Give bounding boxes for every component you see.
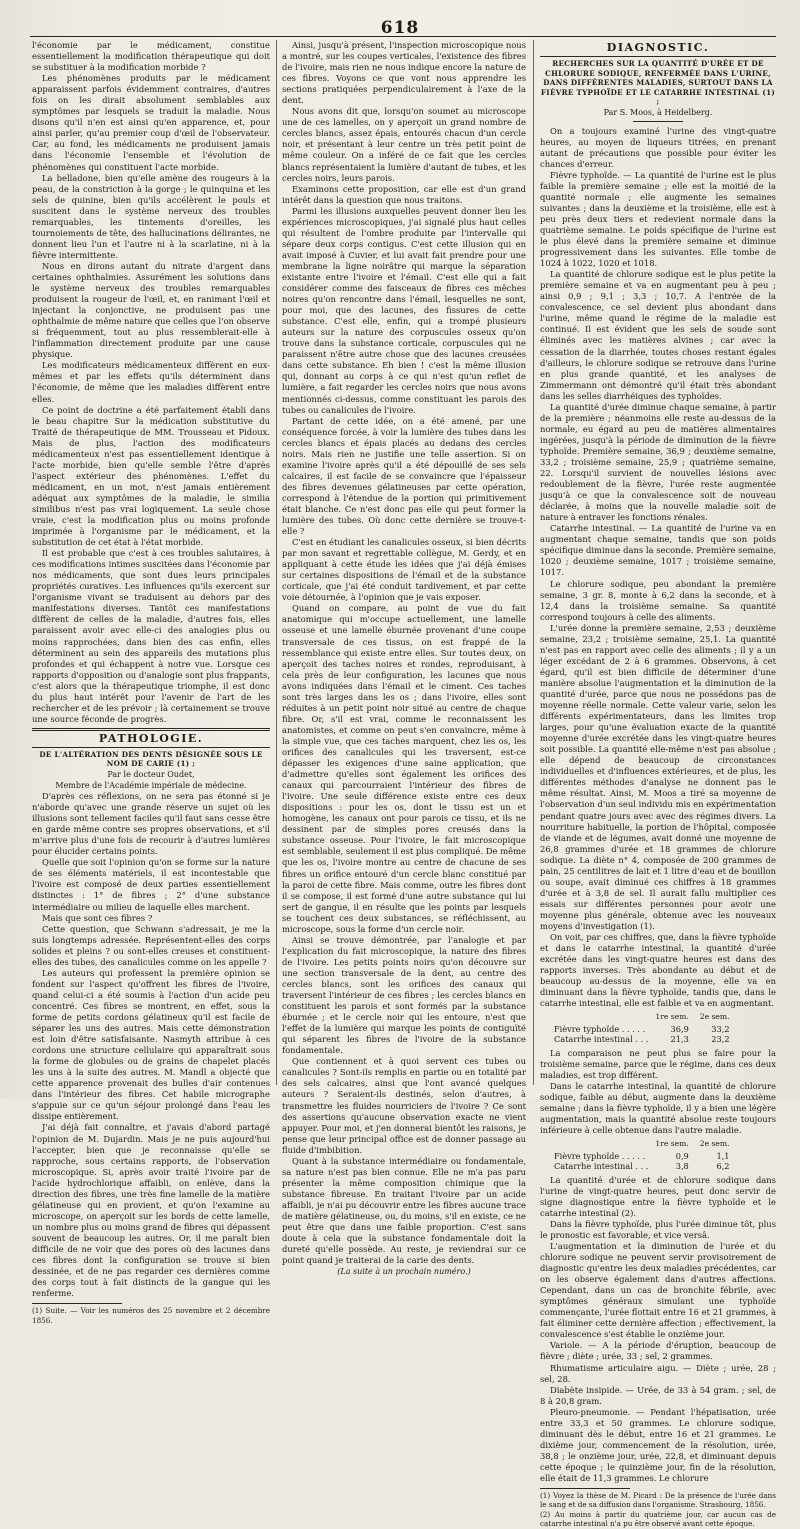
paragraph: Que contiennent et à quoi servent ces tubes ou canalicules ? Sont-ils remplis en partie ou en totalité par des sels calcaires, ainsi que l'ont avancé quelques auteurs ? Seraient-ils destinés, selon d'autres, à transmettre les fluides nourriciers de l'ivoire ? Ce sont des assertions qu'aucune observation exacte ne vient appuyer. Pour moi, et j'en donnerai bientôt les raisons, je pense que leur principal office est de donner passage au fluide d'imbibition. [282,1056,526,1155]
paragraph: Quant à la substance intermédiaire ou fondamentale, sa nature n'est pas bien connue. Elle ne m'a pas paru présenter la même composition chimique que la substance fibreuse. En traitant l'ivoire par un acide affaibli, je n'ai pu découvrir entre les fibres aucune trace de matière gélatineuse, ou, du moins, s'il en existe, ce ne peut être que dans une faible proportion. C'est sans doute à cela que la substance fondamentale doit la dureté qu'elle possède. Au reste, je reviendrai sur ce point quand je traiterai de la carie des dents. [282,1155,526,1266]
footnote: (2) Au moins à partir du quatrième jour, car aucun cas de catarrhe intestinal n'a pu être observé avant cette époque. [540,1509,776,1529]
paragraph: Mais que sont ces fibres ? [42,912,153,923]
byline: Par le docteur Oudet, [107,769,195,779]
table-header-row [554,1011,740,1024]
affiliation: Membre de l'Académie impériale de médecine. [55,781,247,790]
paragraph: D'après ces réflexions, on ne sera pas étonné si je n'aborde qu'avec une grande réserve un sujet où les illusions sont tellement faciles qu'il faut sans cesse être en garde même contre ses propres observations, et s'il m'arrive plus d'une fois de recourir à d'autres lumières pour élucider certains points. [32,791,270,857]
paragraph: Dans la fièvre typhoïde, plus l'urée diminue tôt, plus le pronostic est favorable, et vice versâ. [540,1218,776,1240]
paragraph: Nous avons dit que, lorsqu'on soumet au microscope une de ces lamelles, on y aperçoit un grand nombre de cercles blancs, assez épais, entourés chacun d'un cercle noir, et présentant à leur centre un très petit point de même couleur. On a inféré de ce fait que les cercles blancs représentaient la lumière d'autant de tubes, et les cercles noirs, leurs parois. [282,106,526,183]
paragraph: On voit, par ces chiffres, que, dans la fièvre typhoïde et dans le catarrhe intestinal, la quantité d'urée excrétée dans les vingt-quatre heures est dans des rapports inverses. Très abondante au début et de beaucoup au-dessus de la moyenne, elle va en diminuant dans la fièvre typhoïde, tandis que, dans le catarrhe intestinal, elle est faible et va en augmentant. [540,932,776,1009]
sodium-chloride-table [554,1138,740,1172]
paragraph: l'économie par le médicament, constitue essentiellement la modification thérapeutique qui doit se substituer à la modification morbide ? [32,40,270,73]
table-header: 1re sem. [655,1139,689,1149]
paragraph: Les auteurs qui professent la première opinion se fondent sur l'aspect qu'offrent les fibres de l'ivoire, quand celui-ci a été soumis à l'action d'un acide peu concentré. Ces fibres se montrent, en effet, sous la forme de petits cordons gélatineux qu'il est facile de séparer les uns des autres. Mais cette démonstration est loin d'être satisfaisante. Nasmyth attribue à ces cordons une structure cellulaire qui apparaîtrait sous la forme de globules ou de grains de chapelet placés les uns à la suite des autres. M. Mandl a objecté que cette apparence provenait des bulles d'air contenues dans l'intérieur des fibres. Cet habile micrographe s'appuie sur ce qu'un séjour prolongé dans l'eau les dissipe entièrement. [32,967,270,1122]
column-divider-right [533,40,534,1085]
left-column [32,40,270,1325]
paragraph: Dans le catarrhe intestinal, la quantité de chlorure sodique, faible au début, augmente dans la deuxième semaine ; dans la fièvre typhoïde, il y a bien une légère augmentation, mais la quantité absolue reste toujours inférieure à celle obtenue dans l'autre maladie. [540,1080,776,1136]
byline: Par S. Moos, à Heidelberg. [603,107,713,117]
paragraph: Il est probable que c'est à ces troubles salutaires, à ces modifications intimes suscitées dans l'économie par nos médicaments, que sont dues leurs principales propriétés curatives. Les influences qu'ils exercent sur l'organisme vivant se traduisent au dehors par des manifestations diverses. Tantôt ces manifestations diffèrent de celles de la maladie, d'autres fois, elles paraissent avoir avec elle-ci des analogies plus ou moins rapprochées, dans bien des cas enfin, elles déterminent au sein des appareils des mutations plus profondes et qui échappent à notre vue. Lorsque ces rapports d'opposition ou d'analogie sont plus frappants, c'est alors que la thérapeutique triomphe, il est donc du plus haut intérêt pour l'avenir de l'art de les rechercher et de les prévoir ; là certainement se trouve une source féconde de progrès. [32,548,270,724]
paragraph: Examinons cette proposition, car elle est d'un grand intérêt dans la question que nous traitons. [282,183,526,205]
footnote-rule [540,1488,630,1489]
article-title: RECHERCHES SUR LA QUANTITÉ D'URÉE ET DE CHLORURE SODIQUE, RENFERMÉE DANS L'URINE, DANS DIFFÉRENTES MALADIES, SURTOUT DANS LA FIÈVRE TYPHOÏDE ET LE CATARRHE INTESTINAL (1) ; [540,59,776,107]
paragraph: L'augmentation et la diminution de l'urée et du chlorure sodique ne peuvent servir provisoirement de diagnostic qu'entre les deux maladies précédentes, car on les observe également dans d'autres affections. Cependant, dans un cas de bronchite fébrile, avec symptômes généraux simulant une typhoïde commençante, l'urée flottait entre 16 et 21 grammes, à fait éliminer cette dernière affection ; effectivement, la convalescence s'est établie le onzième jour. [540,1241,776,1340]
table-header: 2e sem. [699,1012,730,1022]
paragraph: Les modificateurs médicamenteux diffèrent en eux-mêmes et par les effets qu'ils déterminent dans l'économie, de même que les maladies diffèrent entre elles. [32,360,270,404]
column-divider-left [276,40,277,1085]
paragraph: Ainsi, jusqu'à présent, l'inspection microscopique nous a montré, sur les coupes verticales, l'existence des fibres de l'ivoire, mais rien ne nous indique encore la nature de ces fibres. Voyons ce que vont nous apprendre les sections pratiquées perpendiculairement à l'axe de la dent. [282,40,526,106]
paragraph: Ainsi se trouve démontrée, par l'analogie et par l'explication du fait microscopique, la nature des fibres de l'ivoire. Les petits points noirs qu'on découvre sur une section transversale de la dent, au centre des cercles blancs, sont les orifices des canaux qui traversent l'intérieur de ces fibres ; les cercles blancs en constituent les parois et sont formés par la substance éburnée ; et le cercle noir qui les entoure, n'est que l'effet de la lumière qui marque les points de contiguïté qui séparent les fibres de l'ivoire de la substance fondamentale. [282,934,526,1056]
section-heading-diagnostic: DIAGNOSTIC. [606,41,710,54]
paragraph: Ce point de doctrine a été parfaitement établi dans le beau chapitre Sur la médication substitutive du Traité de thérapeutique de MM. Trousseau et Pidoux. Mais de plus, l'action des modificateurs médicamenteux n'est pas essentiellement identique à l'acte morbide, bien qu'elle semble l'être d'après l'aspect extérieur des phénomènes. L'effet du médicament, en un mot, n'est jamais entièrement adéquat aux symptômes de la maladie, le similia similibus n'est pas vrai logiquement. La seule chose vraie, c'est la modification plus ou moins profonde imprimée à l'organisme par le médicament, et la substitution de cet état à l'état morbide. [32,404,270,548]
right-column [540,40,776,1529]
page-number: 618 [380,18,420,38]
paragraph: C'est en étudiant les canalicules osseux, si bien décrits par mon savant et regrettable collègue, M. Gerdy, et en appliquant à cette étude les idées que j'ai déjà émises sur certaines dispositions de l'émail et de la substance corticale, que j'ai été conduit tardivement, et par cette voie détournée, à l'opinion que je vais exposer. [282,537,526,603]
paragraph: Le chlorure sodique, peu abondant la première semaine, 3 gr. 8, monte à 6,2 dans la seconde, et à 12,4 dans la troisième semaine. Sa quantité correspond toujours à celle des aliments. [540,578,776,622]
section-rule [32,728,270,731]
paragraph: La comparaison ne peut plus se faire pour la troisième semaine, parce que le régime, dans ces deux maladies, est trop différent. [540,1047,776,1080]
paragraph: Variole. — A la période d'éruption, beaucoup de fièvre ; diète ; urée, 33 ; sel, 2 grammes. [540,1340,776,1362]
top-rule [30,36,776,37]
table-row-label: Fièvre typhoïde . . . . . [554,1150,646,1161]
table-cell: 33,2 [711,1023,730,1034]
table-cell: 1,1 [716,1150,730,1161]
table-row-label: Fièvre typhoïde . . . . . [554,1023,646,1034]
paragraph: Fièvre typhoïde. — La quantité de l'urine est le plus faible la première semaine ; elle est la moitié de la quantité normale ; elle augmente les semaines suivantes ; dans la deuxième et la troisième, elle est à peu près deux tiers et redevient normale dans la quatrième semaine. Le poids spécifique de l'urine est le plus élevé dans la première semaine et diminue progressivement dans les suivantes. Elle tombe de 1024 à 1022, 1020 et 1018. [540,169,776,269]
paragraph: Catarrhe intestinal. — La quantité de l'urine va en augmentant chaque semaine, tandis que son poids spécifique diminue dans la seconde. Première semaine, 1020 ; deuxième semaine, 1017 ; troisième semaine, 1017. [540,523,776,578]
table-row [554,1024,740,1035]
paragraph: Parmi les illusions auxquelles peuvent donner lieu les expériences microscopiques, j'ai signalé plus haut celles qui résultent de l'ombre produite par l'intervalle qui sépare deux corps contigus. C'est cette illusion qui en avait imposé à Cuvier, et lui avait fait prendre pour une membrane la ligne noirâtre qui marque la séparation existante entre l'ivoire et l'émail. C'est elle qui a fait considérer comme des faisceaux de fibres ces mêches noires qu'on rencontre dans l'émail, lesquelles ne sont, pour moi, que des lacunes, des fissures de cette substance. C'est elle, enfin, qui a trompé plusieurs auteurs sur la nature des corpuscules osseux qu'on trouve dans la substance corticale, corpuscules qui ne paraissent n'être autre chose que des lacunes creusées dans cette substance. Eh bien ! c'est la même illusion qui, donnant au corps à ce qui n'est qu'un reflet de lumière, a fait regarder les cercles noirs que nous avons mentionnés ci-dessus, comme constituant les parois des tubes ou canalicules de l'ivoire. [282,205,526,415]
paragraph: Les phénomènes produits par le médicament apparaissent parfois évidemment contraires, d'autres fois on les dirait absolument semblables aux symptômes par lesquels se traduit la maladie. Nous disons qu'il n'en est ainsi qu'en apparence, et, pour ainsi parler, qu'au premier coup d'œil de l'observateur. Car, au fond, les médicaments ne produisent jamais dans l'économie l'ensemble et l'évolution de phénomènes qui constituent l'acte morbide. [32,73,270,172]
footnote: (1) Voyez la thèse de M. Picard : De la présence de l'urée dans le sang et de sa diffusion dans l'organisme. Strasbourg, 1856. [540,1491,776,1510]
table-header: 2e sem. [699,1139,730,1149]
short-rule [633,121,683,122]
table-header: 1re sem. [655,1012,689,1022]
urea-table [554,1011,740,1045]
table-row-label: Catarrhe intestinal . . . [554,1034,649,1045]
paragraph: Nous en dirons autant du nitrate d'argent dans certaines ophthalmies. Assurément les solutions dans le système nerveux des troubles remarquables produisent la rougeur de l'œil, et, en ranimant l'œil et injectant la conjonctive, ne produisent pas une ophthalmie de même nature que celles que l'on observe si fréquemment, tout au plus ressemblerait-elle à l'inflammation directement produite par une cause physique. [32,260,270,360]
table-cell: 23,2 [711,1034,730,1045]
paragraph: Quand on compare, au point de vue du fait anatomique qui m'occupe actuellement, une lamelle osseuse et une lamelle éburnée provenant d'une coupe transversale de ces tissus, on est frappé de la ressemblance qui existe entre elles. Sur toutes deux, on aperçoit des taches noires et rondes, reproduisant, à cela près de leur configuration, les lacunes que nous avons indiquées dans l'émail et le ciment. Ces taches sont très larges dans les os ; dans l'ivoire, elles sont réduites à un petit point noir situé au centre de chaque fibre. Or, s'il est vrai, comme le reconnaissent les anatomistes, et comme on peut s'en convaincre, même à la simple vue, que ces taches marquent, chez les os, les orifices des canalicules qui les traversent, est-ce dépasser les exigences d'une saine application, que d'admettre qu'elles sont également les orifices des canaux qui parcourraient l'intérieur des fibres de l'ivoire. Une seule différence existe entre ces deux dispositions : pour les os, dont le tissu est un et homogène, les canaux ont pour parois ce tissu, et ils ne dessinent par de simples pores creusés dans la substance osseuse. Pour l'ivoire, le fait microscopique est semblable, seulement il est plus compliqué. De même que les os, l'ivoire montre au centre de chacune de ses fibres un orifice entouré d'un cercle blanc constitué par la paroi de cette fibre. Mais comme, outre les fibres dont il se compose, il est formé d'une autre substance qui lui sert de gangue, il en résulte que les points par lesquels se touchent ces deux substances, se réfléchissent, au microscope, sous la forme d'un cercle noir. [282,603,526,934]
continued-note: (La suite à un prochain numéro.) [337,1267,471,1277]
paragraph: La quantité de chlorure sodique est le plus petite la première semaine et va en augmentant peu à peu ; ainsi 0,9 ; 9,1 ; 3,3 ; 10,7. A l'entrée de la convalescence, ce sel devient plus abondant dans l'urine, même quand le régime de la maladie est continué. Il est évident que les sels de soude sont éliminés avec les matières alvines ; car avec la cessation de la diarrhée, toutes choses restant égales d'ailleurs, le chlorure sodique se retrouve dans l'urine en plus grande quantité, et les analyses de Zimmermann ont démontré qu'il était très abondant dans les selles diarrhéiques des typhoïdes. [540,269,776,401]
table-row [554,1161,740,1172]
table-cell: 6,2 [716,1161,730,1172]
paragraph: L'urée donne la première semaine, 2,53 ; deuxième semaine, 23,2 ; troisième semaine, 25,1. La quantité n'est pas en rapport avec celle des aliments ; il y a un léger excédant de 2 à 6 grammes. Observons, à cet égard, qu'il est bien difficile de déterminer d'une manière absolue l'augmentation et la diminution de la quantité d'urée, parce que nous ne possédons pas de moyenne réelle normale. Cette valeur varie, selon les différents expérimentateurs, dans les limites trop larges, pour qu'une évaluation exacte de la quantité moyenne d'urée excrétée dans les vingt-quatre heures soit possible. La quantité elle-même n'est pas absolue ; elle dépend de beaucoup de circonstances individuelles et d'influences extérieures, et de plus, les différentes méthodes d'analyse ne donnent pas le même résultat. Ainsi, M. Moos a tiré sa moyenne de l'observation d'un seul individu mis en expérimentation pendant quatre jours avec avec des régimes divers. La nourriture habituelle, la portion de l'hôpital, composée de viande et de légumes, avait donné une moyenne de 26,8 grammes d'urée et 18 grammes de chlorure sodique. La diète n° 4, composée de 200 grammes de pain, 25 centilitres de lait et 1 litre d'eau et de bouillon ou soupe, avait diminué ces chiffres à 18 grammes d'urée et à 3,8 de sel. Il aurait fallu multiplier ces essais sur différentes personnes pour avoir une moyenne plus générale, obtenue avec les nouveaux moyens d'investigation (1). [540,622,776,931]
paragraph: Rhumatisme articulaire aigu. — Diète ; urée, 28 ; sel, 28. [540,1362,776,1384]
table-header-row [554,1138,740,1151]
section-rule [32,747,270,748]
paragraph: La quantité d'urée et de chlorure sodique dans l'urine de vingt-quatre heures, peut donc servir de signe diagnostique entre la fièvre typhoïde et le catarrhe intestinal (2). [540,1174,776,1218]
paragraph: La belladone, bien qu'elle amène des rougeurs à la peau, de la constriction à la gorge ; le quinquina et les sels de quinine, bien qu'ils accélèrent le pouls et suscitent dans le système nerveux des troubles remarquables, les tintements d'oreilles, les tournoiements de tête, des hallucinations délirantes, ne donnent lieu l'un et l'autre ni à la scarlatine, ni à la fièvre intermittente. [32,172,270,260]
table-cell: 21,3 [670,1034,689,1045]
table-cell: 3,8 [675,1161,689,1172]
paragraph: J'ai déjà fait connaître, et j'avais d'abord partagé l'opinion de M. Dujardin. Mais je ne puis aujourd'hui l'accepter, bien que je reconnaisse qu'elle se rapproche, sous certains rapports, de l'observation microscopique. Si, après avoir traité l'ivoire par de l'acide hydrochlorique affaibli, on enlève, dans la direction des fibres, une très fine lamelle de la matière gélatineuse qui en provient, et qu'on l'examine au microscope, on aperçoit sur les bords de cette lamelle, un nombre plus ou moins grand de fibres qui dépassent souvent de beaucoup les autres. Or, il me paraît bien difficile de ne voir que des pores où des lacunes dans ces fibres dont la configuration se trouve si bien dessinée, et de ne pas regarder ces dernières comme des corps tout à fait distincts de la gangue qui les renferme. [32,1122,270,1299]
footnote-rule [32,1303,122,1304]
table-row [554,1034,740,1045]
article-title: DE L'ALTÉRATION DES DENTS DÉSIGNÉE SOUS LE NOM DE CARIE (1) ; [39,749,263,769]
paragraph: Cette question, que Schwann s'adressait, je me la suis longtemps adressée. Représentent-elles des corps solides et pleins ? ou sont-elles creuses et constituent-elles des tubes, des canalicules comme on les appelle ? [32,923,270,967]
paragraph: La quantité d'urée diminue chaque semaine, à partir de la première ; néanmoins elle reste au-dessus de la normale, eu égard au peu de matières alimentaires ingérées, jusqu'à la période de diminution de la fièvre typhoïde. Première semaine, 36,9 ; deuxième semaine, 33,2 ; troisième semaine, 25,9 ; quatrième semaine, 22. Lorsqu'il survient de nouvelles lésions avec redoublement de la fièvre, l'urée reste augmentée jusqu'à ce que la convalescence soit de nouveau déclarée, à moins que la nouvelle maladie soit de nature à entraver les fonctions rénales. [540,401,776,523]
section-heading-pathologie: PATHOLOGIE. [98,731,204,745]
table-cell: 36,9 [670,1023,689,1034]
section-rule [540,56,776,57]
paragraph: On a toujours examiné l'urine des vingt-quatre heures, au moyen de liqueurs titrées, en prenant autant de précautions que possible pour éviter les chances d'erreur. [540,125,776,169]
table-row [554,1151,740,1162]
table-row-label: Catarrhe intestinal . . . [554,1161,649,1172]
footnote: (1) Suite. — Voir les numéros des 25 novembre et 2 décembre 1856. [32,1306,270,1325]
paragraph: Pleuro-pneumonie. — Pendant l'hépatisation, urée entre 33,3 et 50 grammes. Le chlorure sodique, diminuant dès le début, entre 16 et 21 grammes. Le dixième jour, commencement de la résolution, urée, 38,8 ; le onzième jour, urée, 22,8, et diminuant depuis cette époque ; le quinzième jour, fin de la résolution, elle était de 11,3 grammes. Le chlorure [540,1406,776,1483]
middle-column [282,40,526,1277]
table-cell: 0,9 [675,1150,689,1161]
paragraph: Diabète insipide. — Urée, de 33 à 54 gram. ; sel, de 8 à 20,8 gram. [540,1384,776,1406]
paragraph: Partant de cette idée, on a été amené, par une conséquence forcée, à voir la lumière des tubes dans les cercles blancs et épais placés au dedans des cercles noirs. Mais rien ne justifie une telle assertion. Si on examine l'ivoire après qu'il a été dépouillé de ses sels calcaires, il est facile de se convaincre que l'épaisseur des fibres devenues gélatineuses par cette opération, correspond à l'étendue de la portion qui primitivement était blanche. Ce n'est donc pas elle qui peut former la lumière des tubes. Où donc cette dernière se trouve-t-elle ? [282,415,526,537]
paragraph: Quelle que soit l'opinion qu'on se forme sur la nature de ses éléments matériels, il est incontestable que l'ivoire est composé de deux parties essentiellement distinctes : 1° de fibres ; 2° d'une substance intermédiaire ou milieu de laquelle elles marchent. [32,857,270,912]
